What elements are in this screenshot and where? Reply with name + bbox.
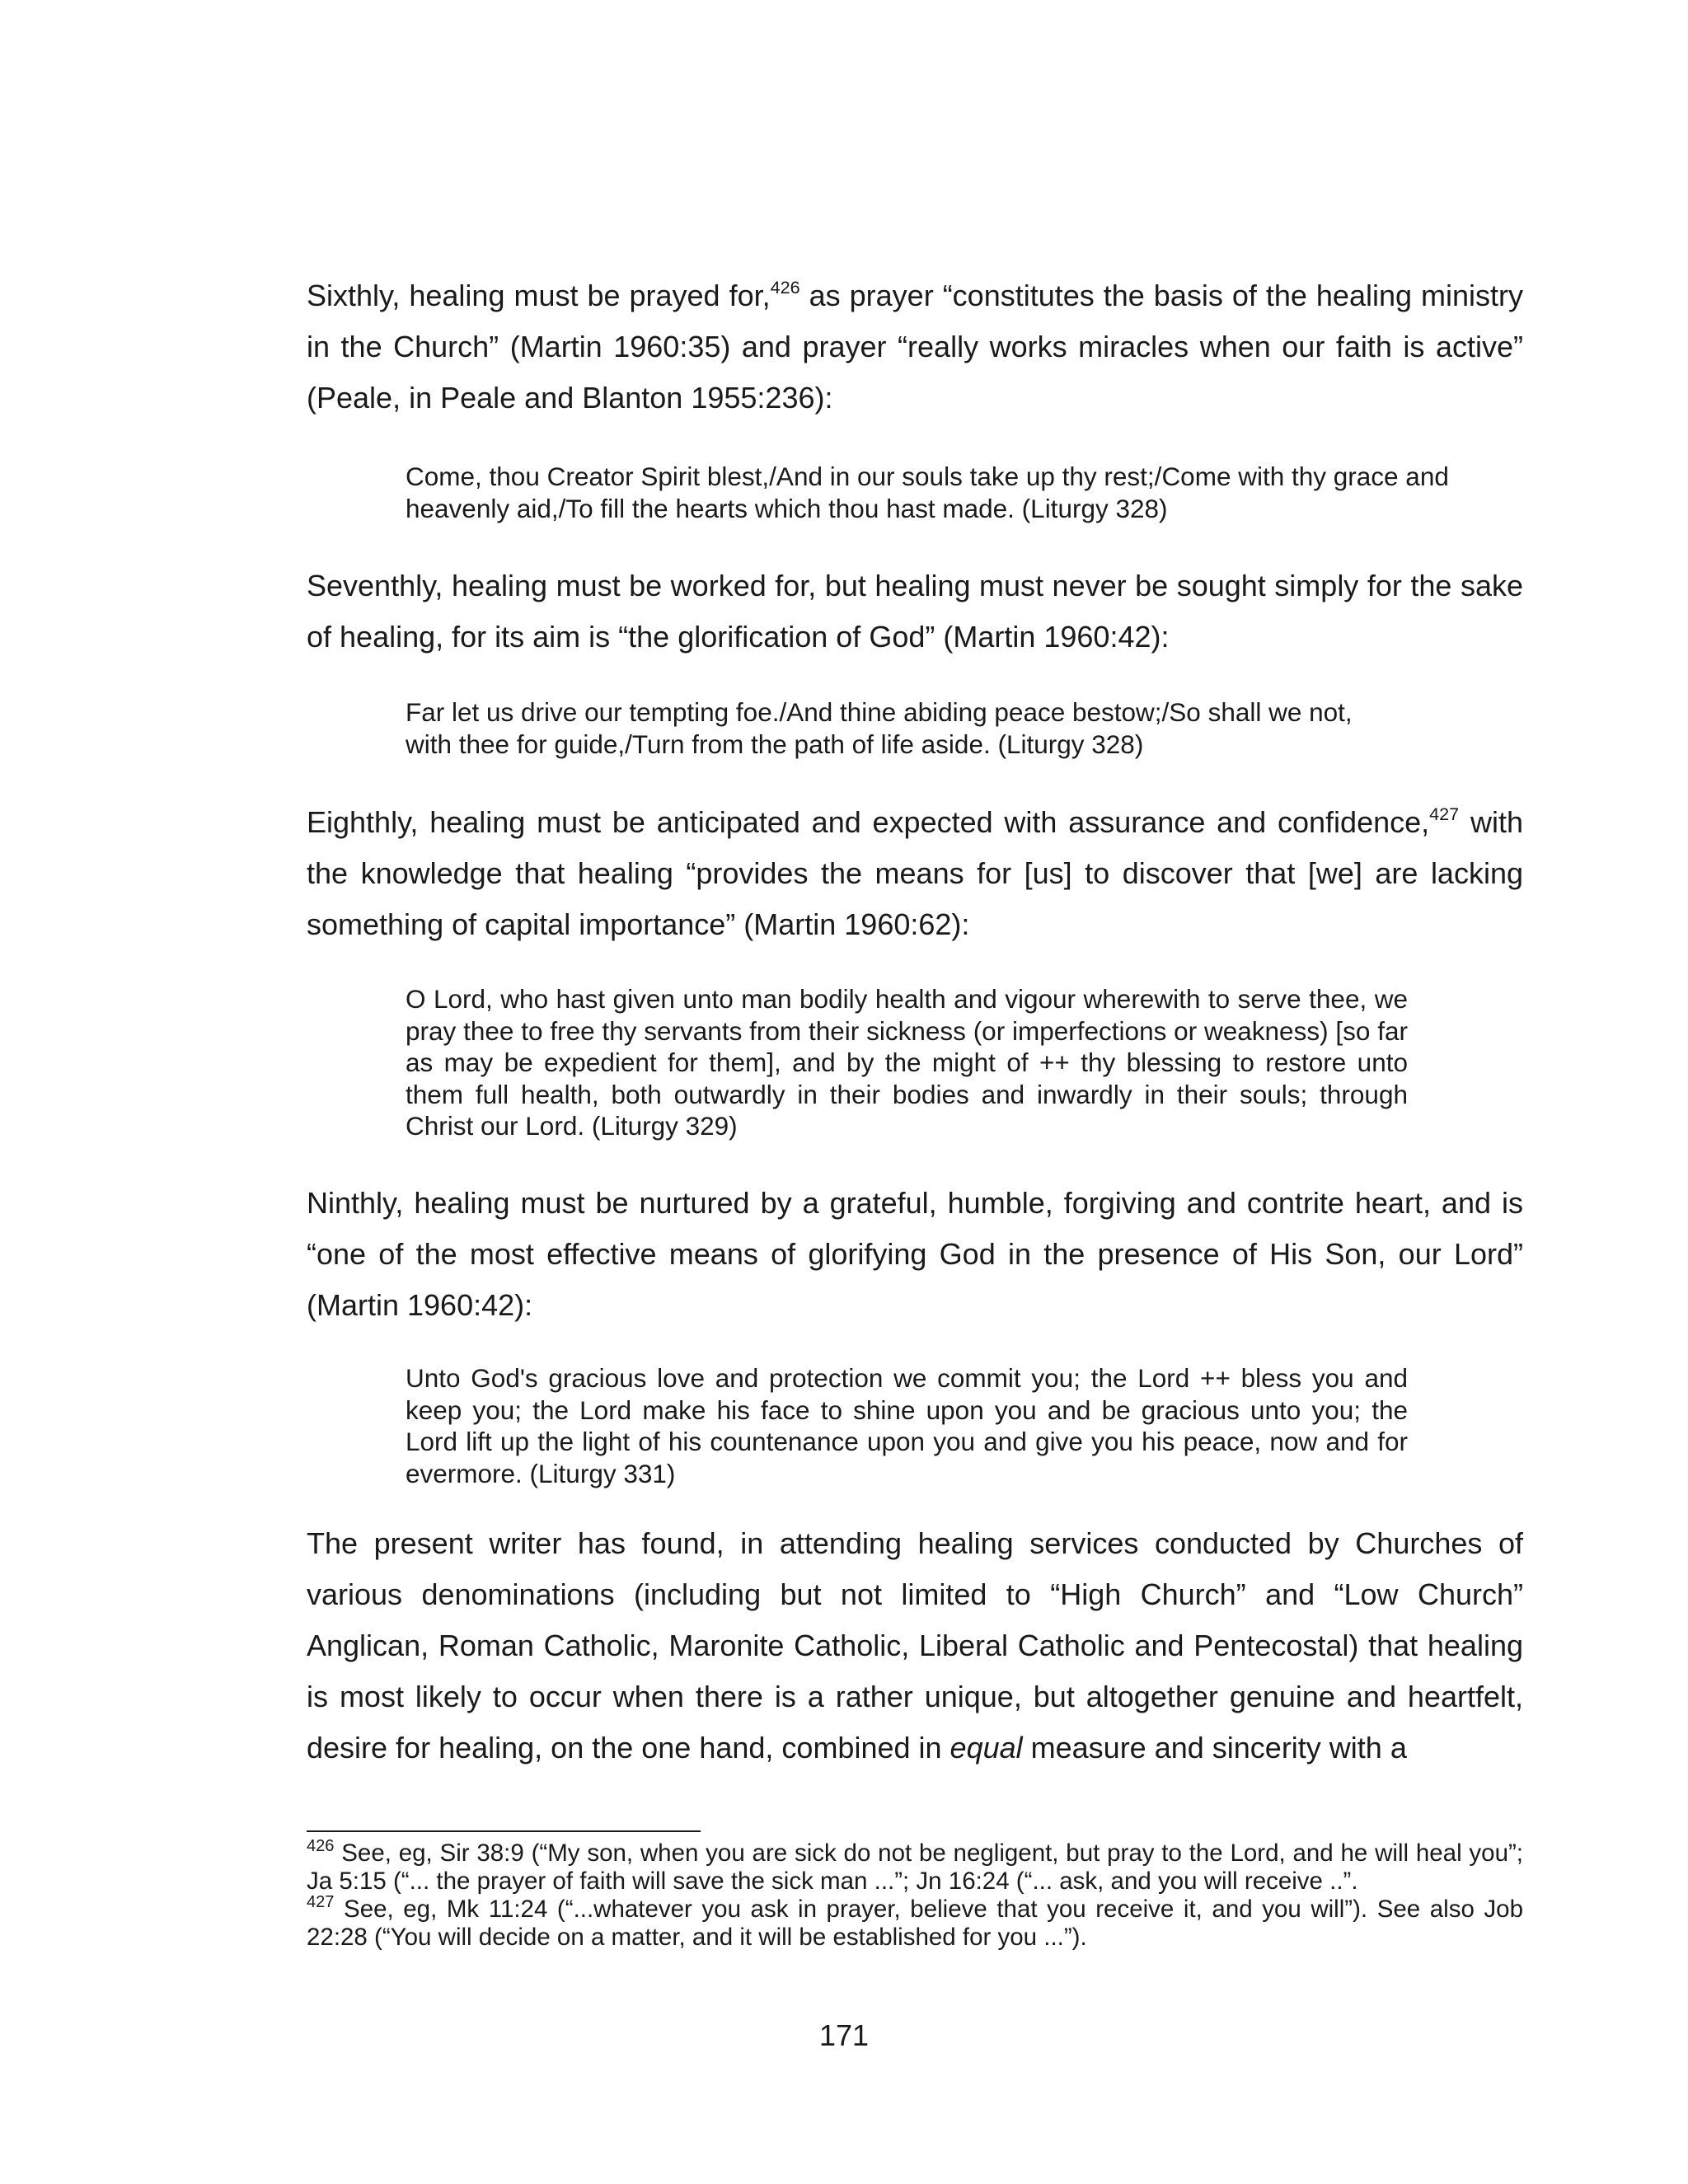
- paragraph-text: Ninthly, healing must be nurtured by a grateful, humble, forgiving and contrite heart, and is “one of the most effective means of glorifying God in the presence of His Son, our Lord” (Martin 1960:42):: [307, 1186, 1523, 1322]
- quote-text: Unto God's gracious love and protection we commit you; the Lord ++ bless you and keep you; the Lord make his face to shine upon you and be gracious unto you; the Lord lift up the light of his countenance upon you and give you his peace, now and for evermore. (Liturgy 331): [406, 1363, 1408, 1488]
- quote-line: Far let us drive our tempting foe./And thine abiding peace bestow;/So shall we not,: [406, 697, 1353, 727]
- paragraph-text: Sixthly, healing must be prayed for,: [307, 279, 771, 312]
- paragraph-text: Seventhly, healing must be worked for, but healing must never be sought simply for the sake of healing, for its aim is “the glorification of God” (Martin 1960:42):: [307, 569, 1523, 654]
- liturgy-quote-1: [406, 461, 1523, 524]
- liturgy-quote-3: [406, 983, 1408, 1142]
- paragraph-text: The present writer has found, in attending healing services conducted by Churches of various denominations (including but not limited to “High Church” and “Low Church” Anglican, Roman Catholic, Maronite Catholic, Liberal Catholic and Pentecostal) that healing is most likely to occur when there is a rather unique, but altogether genuine and heartfelt, desire for healing, on the one hand, combined in: [307, 1526, 1523, 1765]
- paragraph-text: as prayer “constitutes the basis of the healing ministry in the Church” (Martin 1960:35) and prayer “really works miracles when our faith is active” (Peale, in Peale and Blanton 1955:236):: [307, 279, 1523, 415]
- footnote-ref-426[interactable]: 426: [770, 277, 800, 298]
- paragraph-seventhly: [307, 560, 1523, 663]
- quote-line: Come, thou Creator Spirit blest,/And in our souls take up thy rest;/Come with thy grace and: [406, 462, 1449, 491]
- quote-line: heavenly aid,/To fill the hearts which thou hast made. (Liturgy 328): [406, 493, 1168, 523]
- footnote-separator: [307, 1830, 701, 1832]
- page-number: 171: [818, 2018, 870, 2052]
- footnote-text: See, eg, Mk 11:24 (“...whatever you ask in prayer, believe that you receive it, and you will”). See also Job 22:28 (“You will decide on a matter, and it will be established for you ...”).: [307, 1896, 1523, 1951]
- liturgy-quote-4: [406, 1362, 1408, 1489]
- paragraph-sixthly: [307, 270, 1523, 424]
- paragraph-eighthly: [307, 797, 1523, 950]
- footnotes: [307, 1837, 1523, 1952]
- footnote-number: 426: [307, 1837, 335, 1856]
- paragraph-text: with the knowledge that healing “provides the means for [us] to discover that [we] are lacking something of capital importance” (Martin 1960:62):: [307, 805, 1523, 941]
- paragraph-text: measure and sincerity with a: [1022, 1731, 1407, 1765]
- footnote-text: See, eg, Sir 38:9 (“My son, when you are sick do not be negligent, but pray to the Lord, and he will heal you”; Ja 5:15 (“... the prayer of faith will save the sick man ...”; Jn 16:24 (“... ask, and you will receive ..”.: [307, 1840, 1523, 1895]
- liturgy-quote-2: [406, 696, 1408, 760]
- footnote-426: [307, 1837, 1523, 1896]
- paragraph-text: Eighthly, healing must be anticipated and expected with assurance and confidence,: [307, 805, 1430, 839]
- footnote-427: [307, 1893, 1523, 1952]
- paragraph-present-writer: [307, 1518, 1523, 1774]
- footnote-number: 427: [307, 1893, 335, 1912]
- quote-text: O Lord, who hast given unto man bodily health and vigour wherewith to serve thee, we pray thee to free thy servants from their sickness (or imperfections or weakness) [so far as may be expedient for them], and by the might of ++ thy blessing to restore unto them full health, both outwardly in their bodies and inwardly in their souls; through Christ our Lord. (Liturgy 329): [406, 984, 1408, 1141]
- paragraph-ninthly: [307, 1178, 1523, 1331]
- footnote-ref-427[interactable]: 427: [1429, 804, 1460, 824]
- emphasis-equal: equal: [950, 1731, 1023, 1765]
- quote-line: with thee for guide,/Turn from the path of life aside. (Liturgy 328): [406, 729, 1144, 759]
